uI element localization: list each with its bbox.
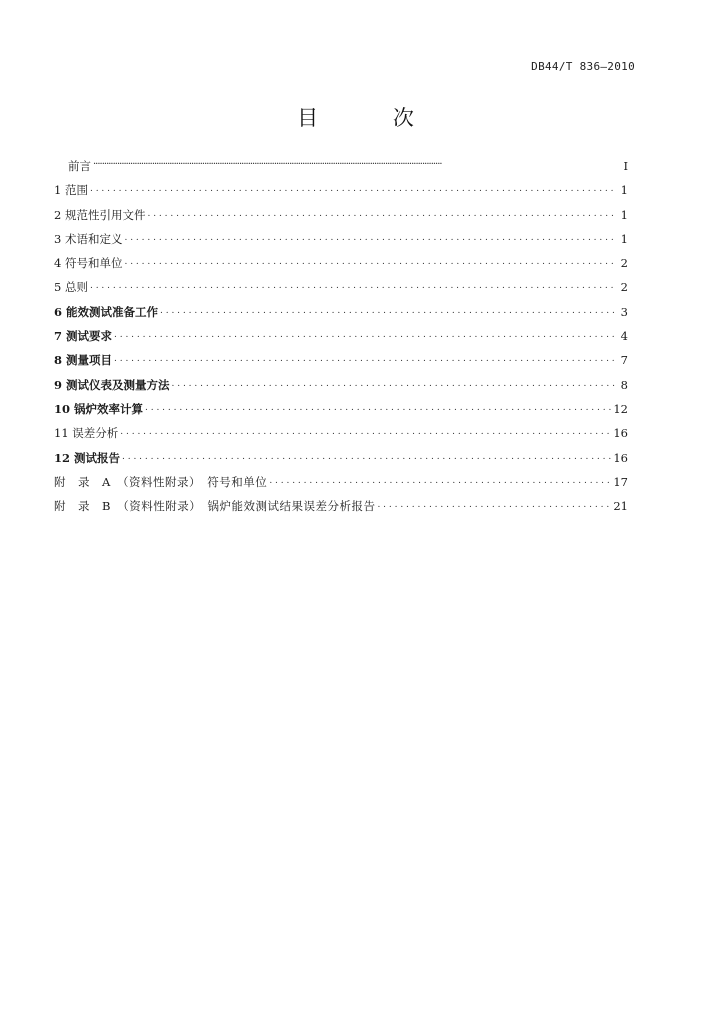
toc-leader-dots: [172, 377, 616, 389]
toc-entry-label: 8 测量项目: [54, 353, 113, 368]
toc-entry-test-preparation[interactable]: [54, 300, 628, 324]
toc-leader-dots: [377, 498, 611, 510]
toc-entry-page: 4: [620, 329, 628, 344]
toc-entry-label: 5 总则: [54, 280, 88, 295]
toc-entry-page: 8: [620, 377, 628, 392]
toc-leader-dots: [114, 352, 616, 364]
page-title: 目 次: [297, 106, 448, 130]
document-code: DB44/T 836—2010: [531, 60, 635, 73]
toc-entry-label: 9 测试仪表及测量方法: [54, 377, 170, 392]
toc-entry-foreword[interactable]: [54, 154, 628, 178]
toc-entry-boiler-efficiency[interactable]: [54, 397, 628, 421]
toc-leader-dots: [90, 279, 616, 291]
toc-entry-error-analysis[interactable]: [54, 421, 628, 445]
toc-entry-page: I: [623, 159, 628, 173]
toc-entry-label: 12 测试报告: [54, 450, 121, 465]
toc-entry-instruments-methods[interactable]: [54, 373, 628, 397]
toc-entry-normative-references[interactable]: [54, 203, 628, 227]
toc-entry-measurement-items[interactable]: [54, 348, 628, 372]
toc-entry-label: 2 规范性引用文件: [54, 207, 146, 222]
toc-leader-dots: [124, 255, 616, 267]
toc-entry-page: 1: [620, 183, 628, 198]
toc-leader-dots: [124, 231, 616, 243]
toc-entry-label: 附 录 B （资料性附录） 锅炉能效测试结果误差分析报告: [54, 499, 376, 514]
toc-leader-dots: [145, 401, 611, 413]
toc-entry-label: 6 能效测试准备工作: [54, 304, 159, 319]
toc-entry-page: 7: [620, 353, 628, 368]
toc-entry-label: 1 范围: [54, 183, 88, 198]
toc-leader-dots: [160, 304, 616, 316]
toc-leader-dots: [147, 207, 616, 219]
toc-entry-page: 2: [620, 280, 628, 295]
toc-entry-label: 附 录 A （资料性附录） 符号和单位: [54, 474, 268, 489]
toc-entry-appendix-a[interactable]: [54, 470, 628, 494]
toc-entry-page: 2: [620, 256, 628, 271]
toc-leader-dots: [90, 182, 616, 194]
table-of-contents: [54, 154, 628, 518]
toc-entry-page: 3: [620, 304, 628, 319]
toc-entry-page: 16: [613, 450, 628, 465]
toc-entry-page: 12: [613, 401, 628, 416]
toc-entry-label: 3 术语和定义: [54, 231, 123, 246]
toc-entry-page: 1: [620, 207, 628, 222]
toc-entry-label: 10 锅炉效率计算: [54, 401, 144, 416]
toc-entry-general[interactable]: [54, 275, 628, 299]
toc-entry-label: 前言: [68, 159, 91, 173]
toc-leader-dots: [269, 474, 611, 486]
toc-entry-appendix-b[interactable]: [54, 494, 628, 518]
toc-leader-dots: [120, 425, 611, 437]
toc-entry-page: 17: [613, 474, 628, 489]
toc-entry-page: 16: [613, 426, 628, 441]
toc-entry-scope[interactable]: [54, 178, 628, 202]
toc-entry-label: 11 误差分析: [54, 426, 119, 441]
toc-entry-page: 21: [613, 499, 628, 514]
toc-entry-test-requirements[interactable]: [54, 324, 628, 348]
toc-entry-test-report[interactable]: [54, 446, 628, 470]
toc-entry-label: 4 符号和单位: [54, 256, 123, 271]
toc-entry-page: 1: [620, 231, 628, 246]
toc-entry-label: 7 测试要求: [54, 329, 113, 344]
toc-leader-dots: [122, 450, 611, 462]
toc-leader-dots: [114, 328, 616, 340]
toc-entry-terms-definitions[interactable]: [54, 227, 628, 251]
toc-leader-dots: [93, 158, 616, 170]
toc-entry-symbols-units[interactable]: [54, 251, 628, 275]
